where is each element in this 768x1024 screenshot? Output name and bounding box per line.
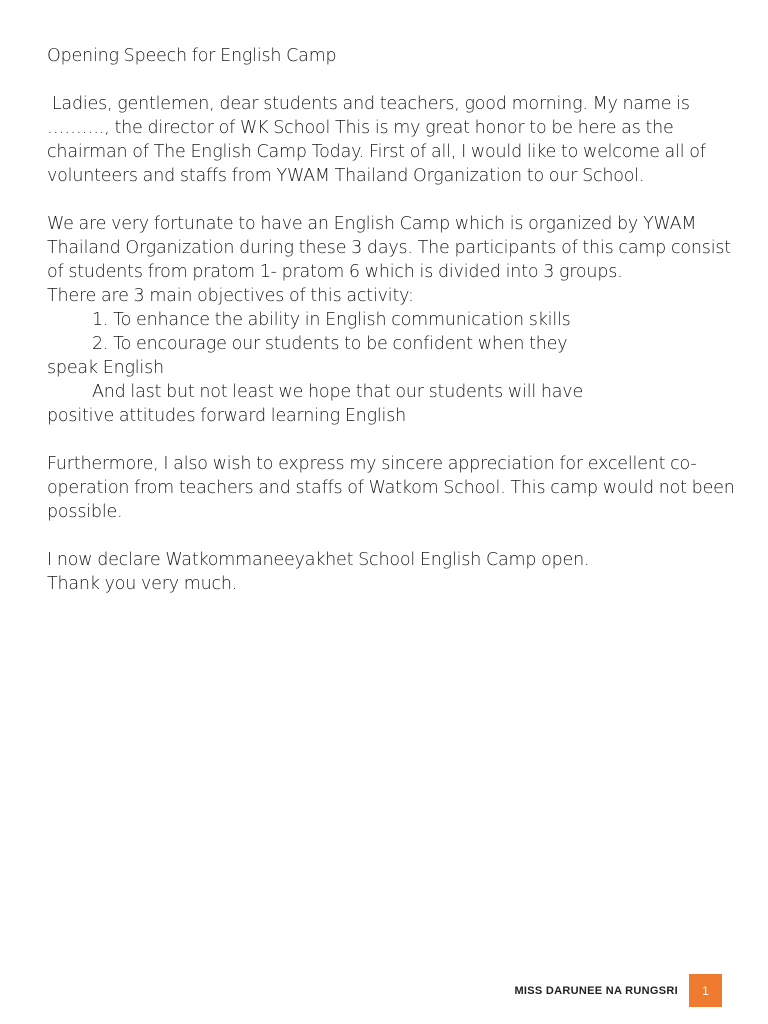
paragraph-declaration-line-2: Thank you very much. (47, 574, 238, 594)
paragraph-appreciation: Furthermore, I also wish to express my sincere appreciation for excellent co-operation from teachers and staffs of Watkom School. This camp would not been possible. (47, 454, 735, 522)
paragraph-declaration-line-1: I now declare Watkommaneeyakhet School English Camp open. (47, 550, 590, 570)
paragraph-greeting: Ladies, gentlemen, dear students and teachers, good morning. My name is ………., the director of WK School This is my great honor to be here as the chairman of The English Camp Today. First of all, I would like to welcome all of volunteers and staffs from YWAM Thailand Organization to our School. (47, 94, 711, 186)
page-number-badge: 1 (689, 974, 722, 1007)
document-title: Opening Speech for English Camp (47, 46, 337, 66)
objective-3-line-1: And last but not least we hope that our students will have (92, 382, 584, 402)
spacer (47, 428, 737, 452)
objective-1: 1. To enhance the ability in English communication skills (92, 310, 571, 330)
spacer (47, 524, 737, 548)
objective-2-line-2: speak English (47, 358, 164, 378)
spacer (47, 188, 737, 212)
objectives-intro: There are 3 main objectives of this activity: (47, 286, 414, 306)
document-body (47, 44, 737, 596)
objective-3-line-2: positive attitudes forward learning English (47, 406, 407, 426)
spacer (47, 68, 737, 92)
paragraph-camp-info: We are very fortunate to have an English Camp which is organized by YWAM Thailand Organization during these 3 days. The participants of this camp consist of students from pratom 1- pratom 6 which is divided into 3 groups. (47, 214, 731, 282)
footer-author: MISS DARUNEE NA RUNGSRI (514, 984, 678, 997)
page-footer (514, 974, 722, 1007)
objective-2-line-1: 2. To encourage our students to be confident when they (92, 334, 568, 354)
